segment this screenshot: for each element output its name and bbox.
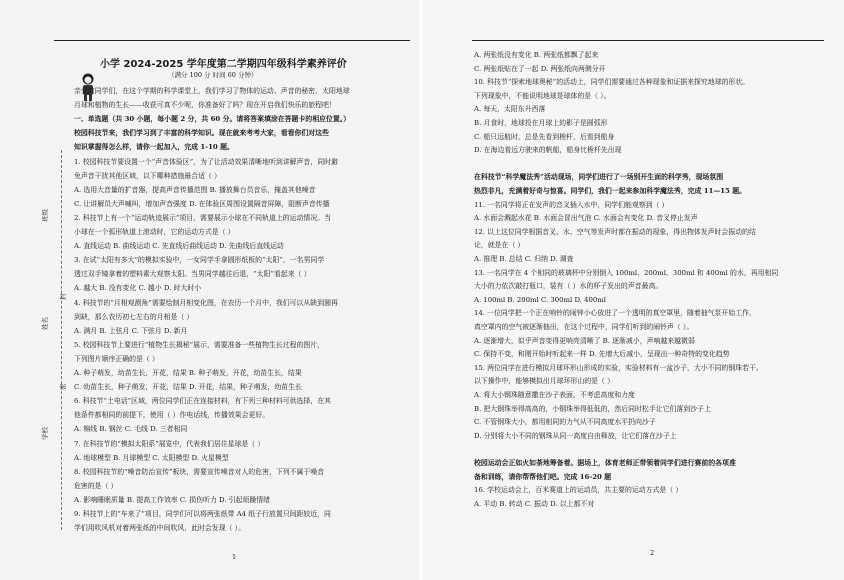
question-line: 11. 一名同学将正在发声的音叉插入水中，同学们能观察到（ ） [474,200,669,209]
question-line: 8. 校园科技节的“噪音防治宣传”板块，需要宣传噪音对人的危害，下列不属于噪音 [74,467,325,476]
question-line: 下列现象中，不能说明地球是球体的是（ ）。 [474,91,611,100]
question-line: 2. 科技节上有一个“运动轨迹展示”项目，需要展示小球在不同轨道上的运动情况。当 [74,213,331,222]
question-line: 5. 校园科技节上要进行“植物生长揭秘”展示，需要准备一些植物生长过程的图片， [74,340,325,349]
question-line: 危害的是（ ） [74,481,118,490]
question-line: A. 每天，太阳东升西落 [474,105,546,114]
question-line: A. 逐渐增大，似乎声音变得更响亮清晰了 B. 逐渐减小，声响越来越微弱 [474,336,695,345]
question-line: C. 船只远航时，总是先看到桅杆，后看到船身 [474,132,615,141]
seal-mark: 封 [59,293,67,300]
exam-page-1 [0,0,420,580]
name-label: 姓名 [41,317,49,330]
question-line: A. 越大 B. 没有变化 C. 越小 D. 时大时小 [74,284,202,293]
question-line: 小球在一个弧形轨道上滚动时，它的运动方式是（ ） [74,228,235,236]
exam-subtitle: （满分 100 分 时间 60 分钟） [168,71,258,79]
question-line: A. 选用大音量的扩音器，提高声音传播范围 B. 播放舞台员音乐，掩盖其他噪音 [74,185,316,194]
question-line: 4. 科技节的“月相观测角”需要绘制月相变化图，在农历一个月中，我们可以从缺到圆再 [74,298,338,307]
question-line: 7. 在科技节的“模拟太阳系”展览中，代表我们居住星球是（ ） [74,439,265,448]
question-line: C. 幼苗生长，种子萌发，开花，结果 D. 开花，结果，种子萌发，幼苗生长 [74,383,302,392]
section-heading: 校园科技节来，我们学习到了丰富的科学知识。现在就来考考大家，看看你们对这些 [74,129,329,138]
exam-title: 小学 2024-2025 学年度第二学期四年级科学素养评价 [100,59,347,70]
question-line: C. 不管钢珠大小，都用相同的力气从不同高度水平扔向沙子 [474,418,656,427]
question-line: 6. 科技节“土电话”区域，两位同学们正在连接材料，有下列三种材料可供选择，在其 [74,397,331,406]
question-line: 免声音干扰其他区域，以下哪种措施最合适（ ） [74,171,221,180]
question-line: A. 两张纸没有变化 B. 两张纸都飘了起来 [474,51,599,59]
section-heading: 知识掌握得怎么样，请你一起加入，完成 1-10 题。 [74,143,234,152]
question-line: A. 满月 B. 上弦月 C. 下弦月 D. 新月 [74,326,188,335]
question-line: 10. 科技节“探索地球奥秘”的活动上，同学们需要通过各种现象和证据来探究地球的形状。 [474,78,750,87]
question-line: 9. 科技节上的“车来了”项目，同学们可以将两张纸带 A4 纸子行放置只间距较近，同 [74,510,331,518]
question-line: A. 棉线 B. 钢丝 C. 毛线 D. 三者相同 [74,425,188,434]
question-line: 以下操作中，能够模拟出月球环形山的是（ ） [474,377,615,386]
question-line: C. 保持不变，和刚开始时听起来一样 D. 先增大后减小，呈现出一种奇特的变化趋势 [474,350,730,359]
question-line: 到缺，那么农历初七左右的月相是（ ） [74,312,194,321]
question-line: 1. 校园科技节要设置一个“声音体验区”，为了让活动效果清晰地听到讲解声音，同时避 [74,157,338,166]
question-line: 16. 学校运动会上，百米赛道上的运动员，共主要的运动方式是（ ） [474,486,683,495]
question-line: D. 分别将大小不同的钢珠从同一高度自由释放，让它们落在沙子上 [474,431,677,440]
page-number: 1 [232,553,237,561]
question-line: A. 影响睡眠质量 B. 提高工作效率 C. 损伤听力 D. 引起烦躁情绪 [74,495,271,504]
question-line: 12. 以上这位同学根据音叉、水、空气等发声时都在振动的现象，得出物体发声时会振动的结 [474,227,756,236]
section-heading: 备和训练，请你帮帮他们吧。完成 16-20 题 [474,472,612,481]
top-rule [472,40,824,41]
question-line: B. 把大钢珠举得高高的，小钢珠举得低低的，然后同时松手让它们落到沙子上 [474,404,711,413]
question-line: 学们用吹风机对着两张纸的中间吹风，此时会发现（ ）。 [74,524,246,533]
question-line: A. 平动 B. 转动 C. 振动 D. 以上都不对 [474,499,595,508]
question-line: 3. 在试“太阳有多大”的模拟实验中，一女同学手拿圆形纸板的“太阳”，一名男同学 [74,256,325,265]
question-line: A. 推理 B. 总结 C. 归纳 D. 调查 [474,255,574,263]
section-heading: 在科技节“科学魔法秀”活动现场，同学们进行了一场别开生面的科学秀，现场氛围 [474,173,724,182]
binding-dashed-line [61,150,62,530]
question-line: C. 两张纸贴在了一起 D. 两张纸向两侧分开 [474,64,606,73]
question-line: 13. 一名同学在 4 个相同的玻璃杯中分别倒入 100ml、200ml、300ml 和 400ml 的水，再用相同 [474,268,779,277]
question-line: 透过双手镜拿着的塑料素大观察太阳。当男同学越往后退，“太阳”看起来（ ） [74,270,311,279]
class-label: 班级 [41,209,49,222]
question-line: 他条件都相同的前提下，使用（ ）作电话线，传播效果会更好。 [74,411,270,420]
school-label: 学校 [41,427,49,440]
question-line: 真空罩内的空气被逐渐抽出，在这个过程中，同学们听到的闹铃声（ ）。 [474,323,694,331]
question-line: A. 种子萌发，幼苗生长，开花，结果 B. 种子萌发，开花，幼苗生长，结果 [74,369,302,377]
question-line: C. 让讲解员大声喊叫，增加声音强度 D. 在体验区周围设置隔音屏障，阻断声音传播 [74,199,330,208]
question-line: A. 将大小钢珠随意撒在沙子表面，不考虑高度和力度 [474,391,635,399]
question-line: A. 直线运动 B. 曲线运动 C. 先直线后曲线运动 D. 先曲线后直线运动 [74,242,284,251]
page-number: 2 [650,549,655,557]
question-line: 亲爱的同学们，在这个学期的科学课堂上，我们学习了物体的运动、声音的秘密、太阳地球 [74,87,350,95]
question-line: A. 水面会溅起水花 B. 水面会冒出气泡 C. 水面会有变化 D. 音叉停止发声 [474,214,698,223]
question-line: A. 地球模型 B. 月球模型 C. 太阳模型 D. 火星模型 [74,453,229,462]
section-heading: 一、单选题（共 30 小题，每小题 2 分，共 60 分。请将答案填涂在答题卡的相应位置。） [74,115,351,124]
question-line: B. 月食时，地球投在月球上的影子是圆弧形 [474,119,608,127]
section-heading: 校园运动会正如火如荼地筹备着。据场上，体育老师正带领着同学们进行赛前的各项准 [474,459,736,467]
top-rule [54,40,410,41]
question-line: 月球和植物的生长——收获可真不少呢，你准备好了吗？现在开启我们快乐的旅程吧！ [74,101,336,110]
secret-mark: 密 [59,383,67,390]
question-line: 下列图片顺序正确的是（ ） [74,354,159,363]
question-line: 大小的力依次敲打瓶口，装有（ ）水的杯子发出的声音最高。 [474,282,663,291]
question-line: D. 在海边看远方驶来的帆船，船身比桅杆先出现 [474,146,622,155]
section-heading: 热烈非凡，充满着好奇与惊喜。同学们，我们一起来参加科学魔法秀，完成 11—15 题。 [474,187,747,195]
question-line: 15. 两位同学在进行模拟月球环形山形成的实验，实验材料有一盆沙子，大小不同的钢珠若干。 [474,363,763,372]
question-line: 论，就是在（ ） [474,241,525,250]
question-line: A. 100ml B. 200ml C. 300ml D. 400ml [474,295,606,304]
question-line: 14. 一位同学把一个正在响铃的闹钟小心放进了一个透明的真空罩里，随着抽气泵开始工作， [474,309,756,318]
exam-page-2 [422,0,844,580]
